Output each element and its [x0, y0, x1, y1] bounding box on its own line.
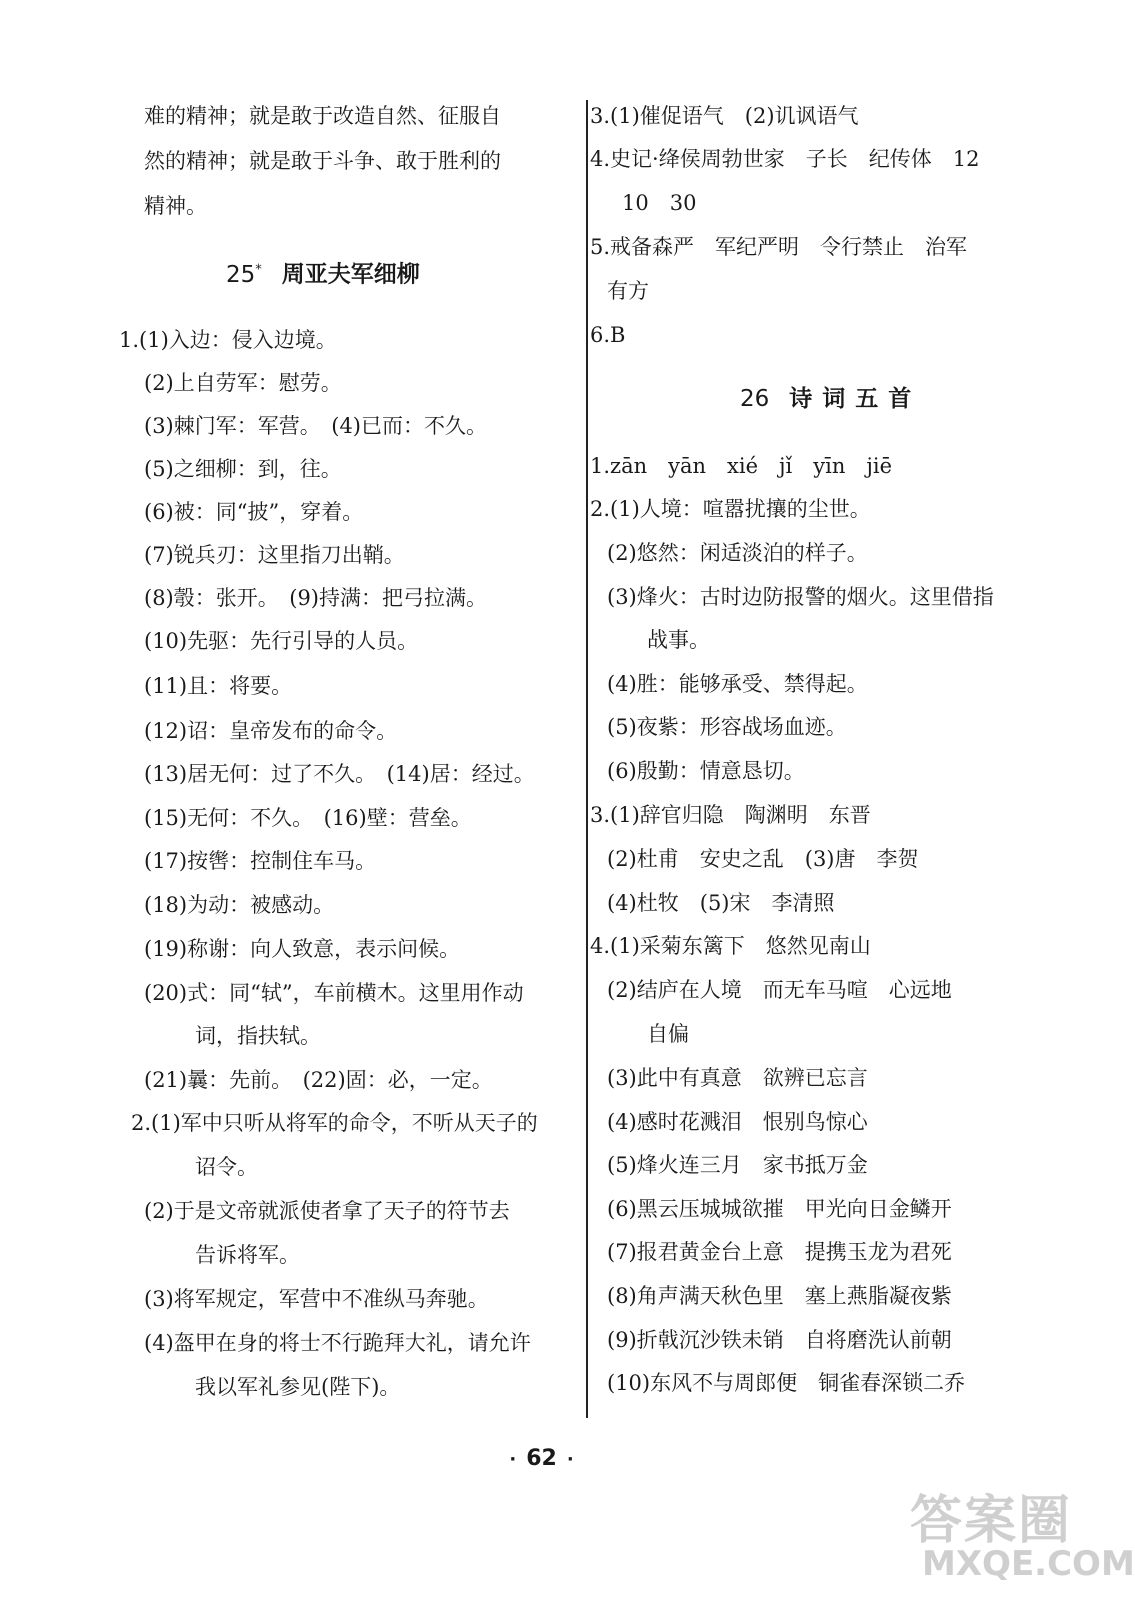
answer-line: (9)折戟沉沙铁未销 自将磨洗认前朝 [607, 1328, 952, 1352]
answer-line: 战事。 [647, 628, 710, 652]
page-dot-left: · [509, 1449, 517, 1470]
section-25-heading [226, 255, 420, 290]
answer-line: 词，指扶轼。 [195, 1024, 321, 1048]
answer-line: (18)为动：被感动。 [144, 893, 335, 917]
intro-line: 然的精神；就是敢于斗争、敢于胜利的 [144, 149, 501, 173]
answer-line: (19)称谢：向人致意，表示问候。 [144, 937, 461, 961]
answer-line: (3)烽火：古时边防报警的烟火。这里借指 [607, 585, 994, 609]
intro-line: 难的精神；就是敢于改造自然、征服自 [144, 104, 501, 128]
answer-line: (7)锐兵刃：这里指刀出鞘。 [144, 543, 405, 567]
answer-line: (15)无何：不久。 (16)壁：营垒。 [144, 806, 472, 830]
answer-line: 2.(1)军中只听从将军的命令，不听从天子的 [131, 1111, 538, 1135]
answer-line: (10)先驱：先行引导的人员。 [144, 629, 419, 653]
answer-line: (2)结庐在人境 而无车马喧 心远地 [607, 978, 952, 1002]
answer-line: 有方 [607, 279, 649, 303]
answer-line: (4)胜：能够承受、禁得起。 [607, 672, 868, 696]
answer-line: (3)此中有真意 欲辨已忘言 [607, 1066, 868, 1090]
answer-line: 我以军礼参见(陛下)。 [195, 1375, 401, 1399]
answer-line: (3)将军规定，军营中不准纵马奔驰。 [144, 1287, 489, 1311]
page-number [0, 1446, 1083, 1471]
section-number: 26 [740, 386, 770, 412]
page-number-value: 62 [526, 1446, 557, 1471]
answer-line: (8)角声满天秋色里 塞上燕脂凝夜紫 [607, 1284, 952, 1308]
answer-line: 6.B [590, 323, 626, 347]
answer-line: (7)报君黄金台上意 提携玉龙为君死 [607, 1240, 952, 1264]
answer-line: 告诉将军。 [195, 1243, 300, 1267]
answer-line: (6)黑云压城城欲摧 甲光向日金鳞开 [607, 1197, 952, 1221]
answer-line: 5.戒备森严 军纪严明 令行禁止 治军 [590, 235, 968, 259]
answer-line: (8)彀：张开。 (9)持满：把弓拉满。 [144, 586, 487, 610]
page-dot-right: · [566, 1449, 574, 1470]
answer-line: (20)式：同“轼”，车前横木。这里用作动 [144, 981, 524, 1005]
answer-line: 1.zān yān xié jǐ yīn jiē [590, 454, 893, 478]
answer-line: (11)且：将要。 [144, 674, 293, 698]
answer-line: (2)上自劳军：慰劳。 [144, 371, 342, 395]
answer-line: 2.(1)人境：喧嚣扰攘的尘世。 [590, 497, 871, 521]
answer-line: (3)棘门军：军营。 (4)已而：不久。 [144, 414, 487, 438]
answer-line: 4.史记·绛侯周勃世家 子长 纪传体 12 [590, 147, 980, 171]
answer-line: (4)盔甲在身的将士不行跪拜大礼，请允许 [144, 1331, 531, 1355]
answer-line: (12)诏：皇帝发布的命令。 [144, 719, 398, 743]
answer-line: (4)感时花溅泪 恨别鸟惊心 [607, 1110, 868, 1134]
answer-line: 3.(1)催促语气 (2)讥讽语气 [590, 104, 859, 128]
answer-line: (2)杜甫 安史之乱 (3)唐 李贺 [607, 847, 919, 871]
answer-line: 3.(1)辞官归隐 陶渊明 东晋 [590, 803, 871, 827]
watermark-logo [910, 1478, 1135, 1596]
answer-line: (17)按辔：控制住车马。 [144, 849, 377, 873]
optional-mark: * [255, 262, 262, 277]
answer-line: (10)东风不与周郎便 铜雀春深锁二乔 [607, 1371, 966, 1395]
answer-line: 4.(1)采菊东篱下 悠然见南山 [590, 934, 871, 958]
section-number: 25* [226, 261, 262, 288]
intro-line: 精神。 [144, 194, 207, 218]
answer-line: (5)之细柳：到，往。 [144, 457, 342, 481]
section-26-heading [740, 384, 921, 414]
answer-line: 10 30 [622, 191, 697, 215]
answer-line: (6)殷勤：情意恳切。 [607, 759, 805, 783]
answer-line: (5)烽火连三月 家书抵万金 [607, 1153, 868, 1177]
answer-line: (6)被：同“披”，穿着。 [144, 500, 364, 524]
answer-line: (13)居无何：过了不久。 (14)居：经过。 [144, 762, 535, 786]
answer-line: (2)悠然：闲适淡泊的样子。 [607, 541, 868, 565]
column-divider [586, 100, 588, 1418]
watermark-text-cn: 答案圈 [910, 1491, 1073, 1551]
answer-line: (5)夜紫：形容战场血迹。 [607, 715, 847, 739]
answer-line: 1.(1)入边：侵入边境。 [119, 328, 337, 352]
section-title: 诗词五首 [789, 386, 922, 412]
answer-line: (21)曩：先前。 (22)固：必，一定。 [144, 1068, 493, 1092]
section-title: 周亚夫军细柳 [281, 261, 420, 288]
answer-line: 自偏 [647, 1022, 689, 1046]
answer-line: 诏令。 [195, 1155, 258, 1179]
watermark-text-en: MXQE.COM [922, 1544, 1135, 1584]
answer-line: (2)于是文帝就派使者拿了天子的符节去 [144, 1199, 510, 1223]
answer-line: (4)杜牧 (5)宋 李清照 [607, 891, 835, 915]
